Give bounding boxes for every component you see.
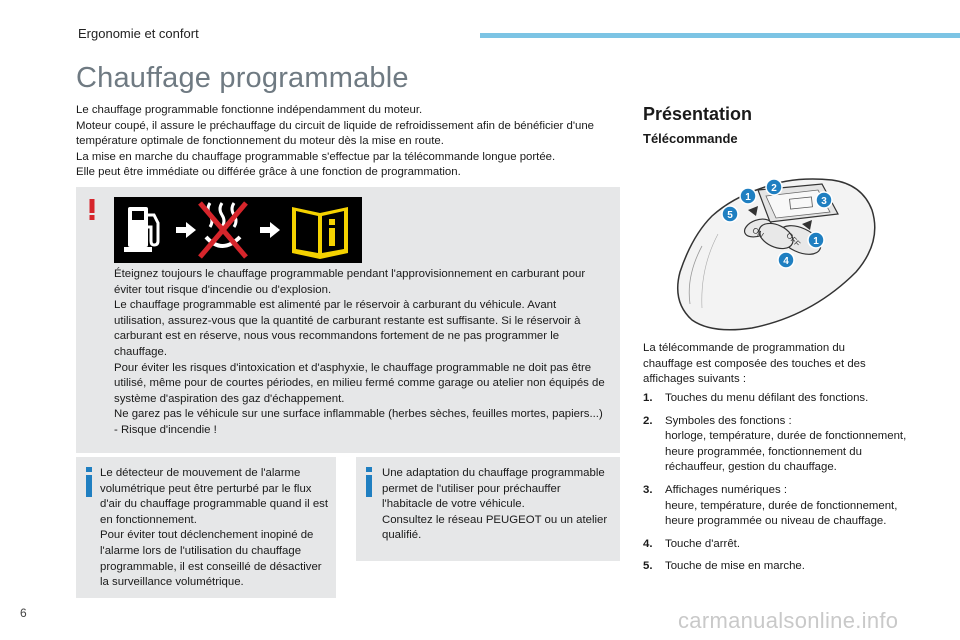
info-box-alarm	[76, 457, 336, 598]
callout-1b: 1	[813, 236, 819, 247]
legend-item	[643, 559, 913, 575]
info-icon	[366, 467, 372, 497]
remote-legend	[643, 391, 913, 582]
warning-paragraph: Pour éviter les risques d'intoxication et d'asphyxie, le chauffage programmable ne doit pas être utilisé, même pour de courtes périodes, en milieu fermé comme garage ou atelier non équipés de système d'aspiration des gaz d'échappement.	[114, 361, 605, 405]
legend-item	[643, 537, 913, 553]
fuel-pump-icon	[124, 207, 158, 252]
info-paragraph: Le détecteur de mouvement de l'alarme volumétrique peut être perturbé par le flux d'air du chauffage programmable quand il est en fonctionnement.	[100, 467, 329, 526]
watermark: carmanualsonline.info	[678, 608, 899, 633]
intro-paragraph: Moteur coupé, il assure le préchauffage du circuit de liquide de refroidissement afin de bénéficier d'une température optimale de fonctionnement du moteur dès la mise en route.	[76, 119, 595, 148]
remote-control-illustration	[672, 176, 884, 334]
info-paragraph: Une adaptation du chauffage programmable permet de l'utiliser pour préchauffer l'habitacle de votre véhicule.	[382, 467, 605, 511]
info-text	[382, 466, 614, 544]
callout-1: 1	[745, 192, 751, 203]
legend-item	[643, 414, 913, 476]
warning-paragraph: Ne garez pas le véhicule sur une surface inflammable (herbes sèches, feuilles mortes, papiers...) - Risque d'incendie !	[114, 408, 603, 436]
callout-5: 5	[727, 210, 733, 221]
legend-number: 4.	[643, 537, 653, 550]
remote-on-label: ON	[750, 225, 766, 240]
intro-paragraph: Elle peut être immédiate ou différée grâce à une fonction de programmation.	[76, 166, 461, 179]
legend-text: horloge, température, durée de fonctionnement, heure programmée, fonctionnement du réchauffeur, gestion du chauffage.	[665, 430, 907, 474]
info-paragraph: Consultez le réseau PEUGEOT ou un atelier qualifié.	[382, 513, 608, 542]
legend-number: 3.	[643, 483, 653, 496]
remote-off-label: OFF	[784, 230, 803, 249]
legend-text: Symboles des fonctions :	[665, 414, 792, 427]
legend-text: Touche de mise en marche.	[665, 560, 805, 573]
callout-4: 4	[783, 256, 789, 267]
remote-description: La télécommande de programmation du chauffage est composée des touches et des affichages suivants :	[643, 342, 866, 386]
presentation-heading: Présentation	[643, 104, 753, 124]
intro-paragraph: Le chauffage programmable fonctionne indépendamment du moteur.	[76, 104, 423, 116]
info-box-adaptation	[356, 457, 620, 561]
legend-number: 1.	[643, 392, 653, 404]
warning-box	[76, 187, 620, 453]
read-manual-icon	[292, 207, 348, 259]
info-text	[100, 466, 332, 591]
legend-text: Touches du menu défilant des fonctions.	[665, 392, 869, 404]
warning-pictograms	[114, 197, 362, 263]
header-accent-bar	[480, 33, 960, 38]
exclamation-icon	[88, 199, 96, 224]
warning-paragraph: Le chauffage programmable est alimenté par le réservoir à carburant du véhicule. Avant utilisation, assurez-vous que la quantité de carburant restante est suffisante. Si le réservoir à carburant est en réserve, nous vous recommandons fortement de ne pas programmer le chauffage.	[114, 299, 581, 358]
page-number: 6	[20, 606, 27, 620]
intro-paragraph: La mise en marche du chauffage programmable s'effectue par la télécommande longue portée.	[76, 150, 556, 163]
legend-text: Touche d'arrêt.	[665, 537, 740, 550]
page-title: Chauffage programmable	[76, 62, 409, 94]
no-heating-icon	[200, 203, 246, 257]
info-icon	[86, 467, 92, 497]
legend-item	[643, 483, 913, 530]
legend-number: 5.	[643, 560, 653, 573]
section-label: Ergonomie et confort	[78, 26, 199, 41]
legend-text: Affichages numériques :	[665, 483, 787, 496]
remote-subheading: Télécommande	[643, 131, 738, 146]
legend-number: 2.	[643, 414, 653, 427]
callout-2: 2	[771, 183, 777, 194]
callout-3: 3	[821, 196, 827, 207]
info-paragraph: Pour éviter tout déclenchement inopiné de l'alarme lors de l'utilisation du chauffage programmable, il est conseillé de désactiver la surveillance volumétrique.	[100, 529, 322, 589]
warning-text	[114, 267, 606, 439]
legend-text: heure, température, durée de fonctionnement, heure programmée ou niveau de chauffage.	[665, 499, 898, 528]
intro-text	[76, 103, 616, 181]
warning-paragraph: Éteignez toujours le chauffage programmable pendant l'approvisionnement en carburant pour éviter tout risque d'incendie ou d'explosion.	[114, 268, 586, 296]
legend-item	[643, 391, 913, 407]
